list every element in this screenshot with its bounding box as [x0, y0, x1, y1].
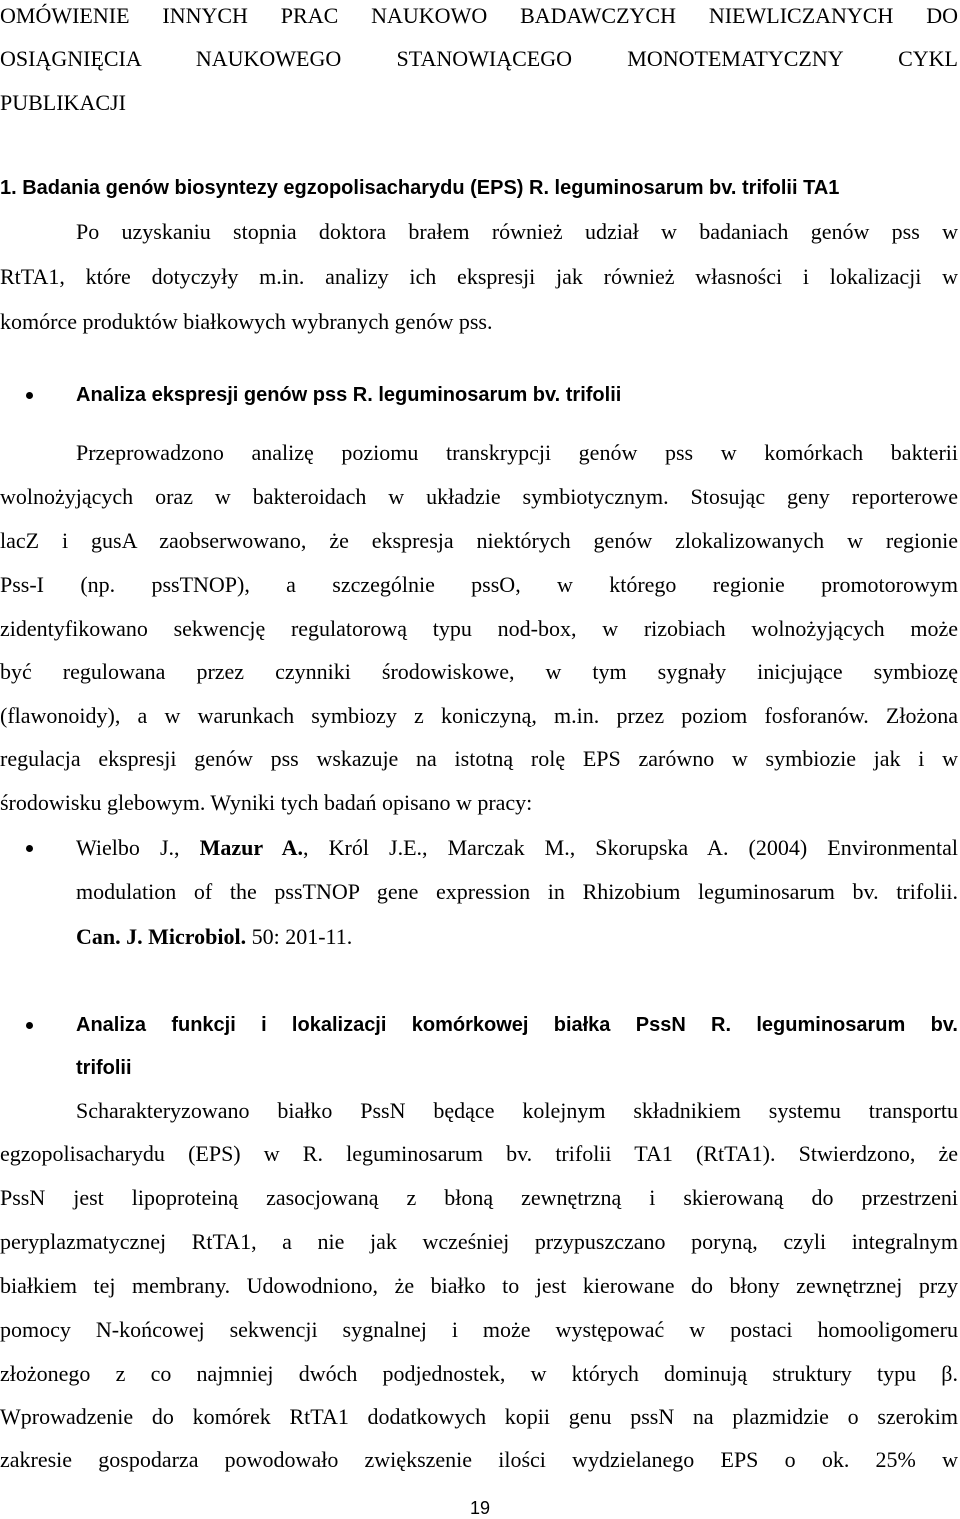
- citation-authors-post: , Król J.E., Marczak M., Skorupska A. (2004) Environmental: [303, 835, 959, 860]
- citation-journal: Can. J. Microbiol.: [76, 924, 247, 949]
- citation-line-3: [76, 924, 958, 950]
- paragraph-line: Wprowadzenie do komórek RtTA1 dodatkowych kopii genu pssN na plazmidzie o szerokim: [0, 1404, 958, 1429]
- heading-line-2: OSIĄGNIĘCIA NAUKOWEGO STANOWIĄCEGO MONOTEMATYCZNY CYKL: [0, 46, 958, 71]
- heading-line-3: PUBLIKACJI: [0, 90, 126, 115]
- paragraph-line: Pss-I (np. pssTNOP), a szczególnie pssO, w którego regionie promotorowym: [0, 572, 958, 597]
- paragraph-line: być regulowana przez czynniki środowiskowe, w tym sygnały inicjujące symbiozę: [0, 659, 958, 684]
- paragraph-line: regulacja ekspresji genów pss wskazuje na istotną rolę EPS zarówno w symbiozie jak i w: [0, 746, 958, 771]
- citation-author-bold: Mazur A.: [199, 835, 304, 860]
- section-title: 1. Badania genów biosyntezy egzopolisacharydu (EPS) R. leguminosarum bv. trifolii TA1: [0, 177, 840, 199]
- citation-authors-pre: Wielbo J.,: [76, 835, 180, 860]
- section-intro-line-3: komórce produktów białkowych wybranych genów pss.: [0, 309, 493, 334]
- paragraph-line: środowisku glebowym. Wyniki tych badań opisano w pracy:: [0, 790, 533, 815]
- paragraph-line: pomocy N-końcowej sekwencji sygnalnej i może występować w postaci homooligomeru: [0, 1317, 958, 1342]
- citation-line-2: modulation of the pssTNOP gene expression in Rhizobium leguminosarum bv. trifolii.: [76, 879, 958, 904]
- paragraph-line: (flawonoidy), a w warunkach symbiozy z koniczyną, m.in. przez poziom fosforanów. Złożona: [0, 703, 958, 728]
- section-intro-line-1: Po uzyskaniu stopnia doktora brałem również udział w badaniach genów pss w: [76, 219, 958, 244]
- page-number: 19: [469, 1498, 491, 1518]
- paragraph-line: Scharakteryzowano białko PssN będące kolejnym składnikiem systemu transportu: [76, 1098, 958, 1123]
- paragraph-line: złożonego z co najmniej dwóch podjednostek, w których dominują struktury typu β.: [0, 1361, 958, 1386]
- heading-line-1: OMÓWIENIE INNYCH PRAC NAUKOWO BADAWCZYCH NIEWLICZANYCH DO: [0, 3, 958, 28]
- paragraph-line: białkiem tej membrany. Udowodniono, że białko to jest kierowane do błony zewnętrznej przy: [0, 1273, 958, 1298]
- section-intro-line-2: RtTA1, które dotyczyły m.in. analizy ich ekspresji jak również własności i lokalizacji w: [0, 264, 958, 289]
- paragraph-line: zakresie gospodarza powodowało zwiększenie ilości wydzielanego EPS o ok. 25% w: [0, 1447, 958, 1472]
- paragraph-line: peryplazmatycznej RtTA1, a nie jak wcześniej przypuszczano poryną, czyli integralnym: [0, 1229, 958, 1254]
- paragraph-line: zidentyfikowano sekwencję regulatorową typu nod-box, w rizobiach wolnożyjących może: [0, 616, 958, 641]
- paragraph-line: PssN jest lipoproteiną zasocjowaną z błoną zewnętrzną i skierowaną do przestrzeni: [0, 1185, 958, 1210]
- subsection-title-line-2: trifolii: [76, 1057, 132, 1079]
- bullet-icon: [26, 392, 33, 399]
- citation-line-1: [76, 835, 958, 861]
- paragraph-line: lacZ i gusA zaobserwowano, że ekspresja niektórych genów zlokalizowanych w regionie: [0, 528, 958, 553]
- paragraph-line: Przeprowadzono analizę poziomu transkrypcji genów pss w komórkach bakterii: [76, 440, 958, 465]
- subsection-title: Analiza ekspresji genów pss R. leguminosarum bv. trifolii: [76, 384, 622, 406]
- subsection-title-line-1: Analiza funkcji i lokalizacji komórkowej białka PssN R. leguminosarum bv.: [76, 1014, 958, 1036]
- bullet-icon: [26, 845, 33, 852]
- paragraph-line: wolnożyjących oraz w bakteroidach w układzie symbiotycznym. Stosując geny reporterowe: [0, 484, 958, 509]
- bullet-icon: [26, 1022, 33, 1029]
- citation-pages: 50: 201-11.: [251, 924, 353, 949]
- paragraph-line: egzopolisacharydu (EPS) w R. leguminosarum bv. trifolii TA1 (RtTA1). Stwierdzono, że: [0, 1141, 958, 1166]
